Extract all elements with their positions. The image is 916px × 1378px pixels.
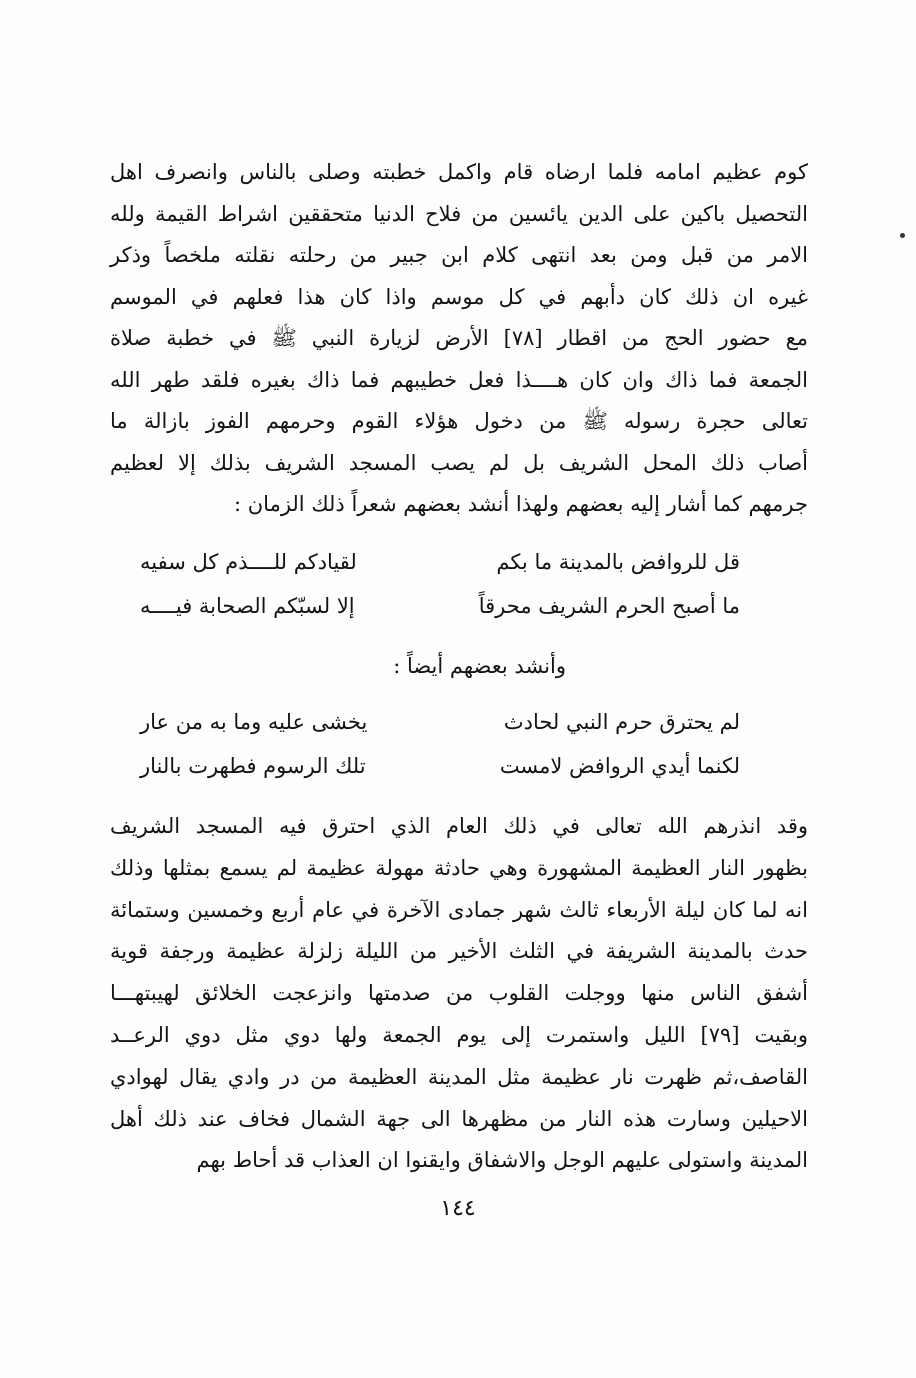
text-line: حدث بالمدينة الشريفة في الثلث الأخير من الليلة زلزلة عظيمة ورجفة قوية bbox=[110, 939, 808, 964]
text-line: بظهور النار العظيمة المشهورة وهي حادثة مهولة عظيمة لم يسمع بمثلها وذلك bbox=[110, 855, 808, 880]
text-line: مع حضور الحج من اقطار [٧٨] الأرض لزيارة النبي ﷺ في خطبة صلاة bbox=[110, 326, 808, 350]
hemistich-left: إلا لسبّكم الصحابة فيــــه bbox=[140, 594, 355, 618]
text-line: تعالى حجرة رسوله ﷺ من دخول هؤلاء القوم وحرمهم الفوز بازالة ما bbox=[110, 409, 809, 433]
poem-1 bbox=[140, 540, 740, 628]
poem-2 bbox=[140, 700, 740, 788]
hemistich-left: لقيادكم للــــذم كل سفيه bbox=[140, 550, 357, 574]
text-line: التحصيل باكين على الدين يائسين من فلاح الدنيا متحققين اشراط القيمة ولله bbox=[110, 201, 808, 226]
hemistich-right: قل للروافض بالمدينة ما بكم bbox=[496, 550, 740, 574]
text-line: وبقيت [٧٩] الليل واستمرت إلى يوم الجمعة ولها دوي مثل دوي الرعــد bbox=[110, 1022, 809, 1047]
margin-ink-dot bbox=[900, 233, 905, 238]
verse bbox=[140, 584, 740, 628]
hemistich-right: لكنما أيدي الروافض لامست bbox=[499, 754, 740, 778]
text-line: كوم عظيم امامه فلما ارضاه قام واكمل خطبته وصلى بالناس وانصرف اهل bbox=[110, 160, 808, 184]
text-line: وقد انذرهم الله تعالى في ذلك العام الذي احترق فيه المسجد الشريف bbox=[110, 814, 808, 838]
hemistich-left: يخشى عليه وما به من عار bbox=[140, 710, 368, 734]
text-line: أصاب ذلك المحل الشريف بل لم يصب المسجد الشريف بذلك إلا لعظيم bbox=[110, 450, 808, 475]
text-line: جرمهم كما أشار إليه بعضهم ولهذا أنشد بعضهم شعراً ذلك الزمان : bbox=[234, 492, 808, 516]
verse bbox=[140, 540, 740, 584]
poem-2-intro: وأنشد بعضهم أيضاً : bbox=[393, 654, 566, 678]
text-line: غيره ان ذلك كان دأبهم في كل موسم واذا كان هذا فعلهم في الموسم bbox=[110, 284, 808, 309]
text-line: المدينة واستولى عليهم الوجل والاشفاق وايقنوا ان العذاب قد أحاط بهم bbox=[196, 1148, 808, 1173]
text-line: الجمعة فما ذاك وان كان هــــذا فعل خطيبهم فما ذاك بغيره فلقد طهر الله bbox=[110, 367, 808, 392]
text-line: الامر من قبل ومن بعد انتهى كلام ابن جبير من رحلته نقلته ملخصاً وذكر bbox=[110, 243, 808, 267]
text-line: انه لما كان ليلة الأربعاء ثالث شهر جمادى الآخرة في عام أربع وخمسين وستمائة bbox=[110, 897, 808, 922]
text-line: القاصف،ثم ظهرت نار عظيمة مثل المدينة العظيمة من در وادي يقال لهوادي bbox=[110, 1064, 808, 1089]
verse bbox=[140, 700, 740, 744]
hemistich-left: تلك الرسوم فطهرت بالنار bbox=[140, 754, 366, 778]
hemistich-right: لم يحترق حرم النبي لحادث bbox=[503, 710, 740, 734]
text-line: الاحيلين وسارت هذه النار من مظهرها الى جهة الشمال فخاف عند ذلك أهل bbox=[110, 1106, 808, 1131]
page-number: ١٤٤ bbox=[440, 1196, 476, 1221]
paragraph-1 bbox=[110, 152, 808, 526]
text-line: أشفق الناس منها ووجلت القلوب من صدمتها وانزعجت الخلائق لهيبتهـــا bbox=[110, 981, 808, 1006]
verse bbox=[140, 744, 740, 788]
hemistich-right: ما أصبح الحرم الشريف محرقاً bbox=[478, 594, 740, 618]
paragraph-2 bbox=[110, 806, 808, 1182]
